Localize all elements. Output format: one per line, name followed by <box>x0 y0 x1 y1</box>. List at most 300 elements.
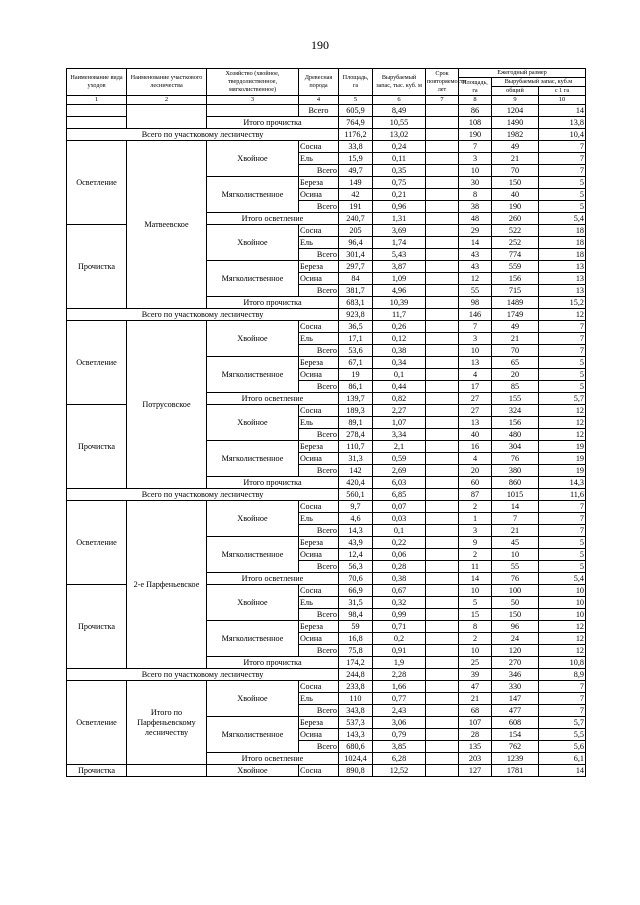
period-cell <box>426 669 459 681</box>
period-cell <box>426 489 459 501</box>
empty-cell <box>67 105 127 117</box>
period-cell <box>426 441 459 453</box>
stock-cell: 1,74 <box>373 237 426 249</box>
annual-total-cell: 120 <box>492 645 539 657</box>
forestry-total-label: Всего по участковому лесничеству <box>67 489 339 501</box>
species-cell: Всего <box>299 429 339 441</box>
area-cell: 191 <box>339 201 373 213</box>
table-row <box>67 681 586 693</box>
per-ha-cell: 7 <box>539 705 586 717</box>
per-ha-cell: 12 <box>539 645 586 657</box>
col-header-area: Площадь, га <box>459 78 492 96</box>
annual-total-cell: 76 <box>492 453 539 465</box>
period-cell <box>426 429 459 441</box>
table-row <box>67 141 586 153</box>
area-cell: 31,3 <box>339 453 373 465</box>
species-cell: Ель <box>299 417 339 429</box>
stock-cell: 2,27 <box>373 405 426 417</box>
forestry-cell: 2-е Парфеньевское <box>127 501 207 669</box>
area-cell: 98,4 <box>339 609 373 621</box>
forestry-cell <box>127 765 207 777</box>
stock-cell: 8,49 <box>373 105 426 117</box>
annual-area-cell: 43 <box>459 261 492 273</box>
period-cell <box>426 201 459 213</box>
stock-cell: 0,35 <box>373 165 426 177</box>
stock-cell: 6,03 <box>373 477 426 489</box>
per-ha-cell: 5,6 <box>539 741 586 753</box>
area-cell: 42 <box>339 189 373 201</box>
annual-area-cell: 108 <box>459 117 492 129</box>
annual-area-cell: 146 <box>459 309 492 321</box>
stock-cell: 0,75 <box>373 177 426 189</box>
per-ha-cell: 5,7 <box>539 393 586 405</box>
annual-total-cell: 45 <box>492 537 539 549</box>
area-cell: 84 <box>339 273 373 285</box>
species-cell: Сосна <box>299 225 339 237</box>
period-cell <box>426 309 459 321</box>
per-ha-cell: 12 <box>539 621 586 633</box>
period-cell <box>426 465 459 477</box>
period-cell <box>426 561 459 573</box>
period-cell <box>426 741 459 753</box>
economy-cell: Хвойное <box>207 501 299 537</box>
period-cell <box>426 189 459 201</box>
species-cell: Осина <box>299 549 339 561</box>
per-ha-cell: 12 <box>539 405 586 417</box>
area-cell: 33,8 <box>339 141 373 153</box>
annual-area-cell: 86 <box>459 105 492 117</box>
annual-total-cell: 50 <box>492 597 539 609</box>
area-cell: 15,9 <box>339 153 373 165</box>
per-ha-cell: 14,3 <box>539 477 586 489</box>
annual-total-cell: 330 <box>492 681 539 693</box>
annual-area-cell: 127 <box>459 765 492 777</box>
economy-cell: Хвойное <box>207 141 299 177</box>
annual-total-cell: 1982 <box>492 129 539 141</box>
per-ha-cell: 10 <box>539 597 586 609</box>
annual-area-cell: 135 <box>459 741 492 753</box>
annual-total-cell: 1239 <box>492 753 539 765</box>
period-cell <box>426 765 459 777</box>
stock-cell: 0,34 <box>373 357 426 369</box>
area-cell: 43,9 <box>339 537 373 549</box>
area-cell: 343,8 <box>339 705 373 717</box>
area-cell: 16,8 <box>339 633 373 645</box>
annual-area-cell: 48 <box>459 213 492 225</box>
care-type-cell: Прочистка <box>67 765 127 777</box>
annual-area-cell: 25 <box>459 657 492 669</box>
species-cell: Всего <box>299 201 339 213</box>
stock-cell: 3,87 <box>373 261 426 273</box>
annual-area-cell: 13 <box>459 357 492 369</box>
forestry-cell: Потрусовское <box>127 321 207 489</box>
annual-area-cell: 15 <box>459 609 492 621</box>
per-ha-cell: 18 <box>539 237 586 249</box>
per-ha-cell: 13,8 <box>539 117 586 129</box>
table-row <box>67 321 586 333</box>
per-ha-cell: 14 <box>539 105 586 117</box>
area-cell: 278,4 <box>339 429 373 441</box>
stock-cell: 0,22 <box>373 537 426 549</box>
species-cell: Береза <box>299 717 339 729</box>
per-ha-cell: 5,4 <box>539 573 586 585</box>
annual-total-cell: 324 <box>492 405 539 417</box>
page-number: 190 <box>311 38 329 52</box>
annual-total-cell: 774 <box>492 249 539 261</box>
species-cell: Береза <box>299 441 339 453</box>
period-cell <box>426 357 459 369</box>
area-cell: 59 <box>339 621 373 633</box>
care-type-cell: Осветление <box>67 321 127 405</box>
species-cell: Осина <box>299 633 339 645</box>
per-ha-cell: 5 <box>539 357 586 369</box>
forestry-total-label: Всего по участковому лесничеству <box>67 129 339 141</box>
area-cell: 890,8 <box>339 765 373 777</box>
period-cell <box>426 501 459 513</box>
annual-total-cell: 860 <box>492 477 539 489</box>
area-cell: 1024,4 <box>339 753 373 765</box>
table-row <box>67 765 586 777</box>
annual-area-cell: 8 <box>459 621 492 633</box>
stock-cell: 0,1 <box>373 369 426 381</box>
period-cell <box>426 393 459 405</box>
stock-cell: 0,82 <box>373 393 426 405</box>
care-type-cell: Прочистка <box>67 405 127 489</box>
area-cell: 233,8 <box>339 681 373 693</box>
period-cell <box>426 237 459 249</box>
annual-total-cell: 21 <box>492 153 539 165</box>
annual-area-cell: 20 <box>459 465 492 477</box>
per-ha-cell: 5 <box>539 177 586 189</box>
annual-total-cell: 522 <box>492 225 539 237</box>
per-ha-cell: 13 <box>539 285 586 297</box>
annual-total-cell: 346 <box>492 669 539 681</box>
per-ha-cell: 5,5 <box>539 729 586 741</box>
per-ha-cell: 12 <box>539 417 586 429</box>
area-cell: 683,1 <box>339 297 373 309</box>
period-cell <box>426 477 459 489</box>
stock-cell: 3,06 <box>373 717 426 729</box>
care-type-cell: Прочистка <box>67 225 127 309</box>
area-cell: 19 <box>339 369 373 381</box>
stock-cell: 2,28 <box>373 669 426 681</box>
stock-cell: 0,44 <box>373 381 426 393</box>
annual-total-cell: 49 <box>492 321 539 333</box>
stock-cell: 10,55 <box>373 117 426 129</box>
annual-total-cell: 70 <box>492 165 539 177</box>
area-cell: 189,3 <box>339 405 373 417</box>
annual-total-cell: 55 <box>492 561 539 573</box>
annual-total-cell: 270 <box>492 657 539 669</box>
period-cell <box>426 657 459 669</box>
subtotal-label: Итого прочистка <box>207 657 339 669</box>
economy-cell: Хвойное <box>207 681 299 717</box>
area-cell: 174,2 <box>339 657 373 669</box>
annual-total-cell: 70 <box>492 345 539 357</box>
species-cell: Ель <box>299 153 339 165</box>
species-cell: Всего <box>299 525 339 537</box>
annual-total-cell: 40 <box>492 189 539 201</box>
period-cell <box>426 417 459 429</box>
forestry-cell: Итого по Парфеньевскому лесничеству <box>127 681 207 765</box>
period-cell <box>426 585 459 597</box>
annual-total-cell: 14 <box>492 501 539 513</box>
period-cell <box>426 717 459 729</box>
area-cell: 560,1 <box>339 489 373 501</box>
economy-cell: Мягколиственное <box>207 441 299 477</box>
annual-area-cell: 68 <box>459 705 492 717</box>
annual-area-cell: 30 <box>459 177 492 189</box>
period-cell <box>426 537 459 549</box>
col-header-4: Древесная порода <box>299 69 339 96</box>
per-ha-cell: 5 <box>539 549 586 561</box>
header-row-1 <box>67 69 586 78</box>
area-cell: 89,1 <box>339 417 373 429</box>
economy-cell: Хвойное <box>207 405 299 441</box>
annual-area-cell: 55 <box>459 285 492 297</box>
annual-total-cell: 480 <box>492 429 539 441</box>
col-header-per-ha: с 1 га <box>539 87 586 96</box>
period-cell <box>426 681 459 693</box>
stock-cell: 0,07 <box>373 501 426 513</box>
area-cell: 36,5 <box>339 321 373 333</box>
period-cell <box>426 105 459 117</box>
per-ha-cell: 12 <box>539 633 586 645</box>
area-cell: 205 <box>339 225 373 237</box>
annual-area-cell: 203 <box>459 753 492 765</box>
economy-cell: Хвойное <box>207 765 299 777</box>
annual-area-cell: 12 <box>459 273 492 285</box>
area-cell: 240,7 <box>339 213 373 225</box>
stock-cell: 10,39 <box>373 297 426 309</box>
annual-total-cell: 20 <box>492 369 539 381</box>
annual-area-cell: 3 <box>459 153 492 165</box>
species-cell: Сосна <box>299 501 339 513</box>
annual-total-cell: 559 <box>492 261 539 273</box>
area-cell: 142 <box>339 465 373 477</box>
annual-total-cell: 1490 <box>492 117 539 129</box>
per-ha-cell: 8,9 <box>539 669 586 681</box>
per-ha-cell: 7 <box>539 333 586 345</box>
annual-area-cell: 2 <box>459 633 492 645</box>
period-cell <box>426 381 459 393</box>
economy-cell: Мягколиственное <box>207 537 299 573</box>
period-cell <box>426 129 459 141</box>
annual-total-cell: 1015 <box>492 489 539 501</box>
per-ha-cell: 5 <box>539 561 586 573</box>
per-ha-cell: 13 <box>539 273 586 285</box>
annual-total-cell: 147 <box>492 693 539 705</box>
annual-total-cell: 154 <box>492 729 539 741</box>
annual-area-cell: 10 <box>459 585 492 597</box>
annual-total-cell: 10 <box>492 549 539 561</box>
annual-total-cell: 76 <box>492 573 539 585</box>
forestry-total-label: Всего по участковому лесничеству <box>67 669 339 681</box>
per-ha-cell: 11,6 <box>539 489 586 501</box>
per-ha-cell: 5 <box>539 381 586 393</box>
species-cell: Всего <box>299 561 339 573</box>
per-ha-cell: 10 <box>539 609 586 621</box>
species-cell: Сосна <box>299 405 339 417</box>
per-ha-cell: 7 <box>539 681 586 693</box>
period-cell <box>426 165 459 177</box>
stock-cell: 6,28 <box>373 753 426 765</box>
annual-total-cell: 1781 <box>492 765 539 777</box>
area-cell: 75,8 <box>339 645 373 657</box>
economy-cell: Хвойное <box>207 321 299 357</box>
period-cell <box>426 597 459 609</box>
annual-total-cell: 156 <box>492 273 539 285</box>
area-cell: 53,6 <box>339 345 373 357</box>
species-cell: Всего <box>299 285 339 297</box>
empty-cell <box>207 105 299 117</box>
species-cell: Сосна <box>299 585 339 597</box>
area-cell: 56,3 <box>339 561 373 573</box>
empty-cell <box>67 117 127 129</box>
annual-area-cell: 2 <box>459 501 492 513</box>
area-cell: 12,4 <box>339 549 373 561</box>
annual-total-cell: 100 <box>492 585 539 597</box>
period-cell <box>426 249 459 261</box>
annual-area-cell: 4 <box>459 369 492 381</box>
table-row <box>67 105 586 117</box>
stock-cell: 0,1 <box>373 525 426 537</box>
species-cell: Всего <box>299 345 339 357</box>
species-cell: Сосна <box>299 321 339 333</box>
col-header-6: Вырубаемый запас, тыс. куб. м <box>373 69 426 96</box>
annual-area-cell: 87 <box>459 489 492 501</box>
row-label: Всего <box>299 105 339 117</box>
species-cell: Всего <box>299 465 339 477</box>
column-numbers-row: 1 2 3 4 5 6 7 8 9 10 <box>67 96 586 105</box>
stock-cell: 5,43 <box>373 249 426 261</box>
annual-total-cell: 155 <box>492 393 539 405</box>
area-cell: 31,5 <box>339 597 373 609</box>
economy-cell: Хвойное <box>207 585 299 621</box>
col-header-stock: Вырубаемый запас, куб.м <box>492 78 586 87</box>
subtotal-label: Итого осветление <box>207 753 339 765</box>
period-cell <box>426 453 459 465</box>
stock-cell: 0,59 <box>373 453 426 465</box>
annual-area-cell: 28 <box>459 729 492 741</box>
species-cell: Осина <box>299 189 339 201</box>
col-header-7: Срок повторяемости лет <box>426 69 459 96</box>
col-header-3: Хозяйство (хвойное, твердолиственное, мягколиственное) <box>207 69 299 96</box>
annual-area-cell: 190 <box>459 129 492 141</box>
stock-cell: 0,79 <box>373 729 426 741</box>
annual-area-cell: 14 <box>459 573 492 585</box>
species-cell: Береза <box>299 357 339 369</box>
area-cell: 86,1 <box>339 381 373 393</box>
stock-cell: 0,38 <box>373 345 426 357</box>
annual-area-cell: 27 <box>459 393 492 405</box>
species-cell: Ель <box>299 693 339 705</box>
area-cell: 14,3 <box>339 525 373 537</box>
species-cell: Осина <box>299 369 339 381</box>
annual-area-cell: 107 <box>459 717 492 729</box>
stock-cell: 4,96 <box>373 285 426 297</box>
annual-total-cell: 21 <box>492 333 539 345</box>
area-cell: 143,3 <box>339 729 373 741</box>
stock-cell: 0,32 <box>373 597 426 609</box>
stock-cell: 13,02 <box>373 129 426 141</box>
period-cell <box>426 213 459 225</box>
stock-cell: 11,7 <box>373 309 426 321</box>
period-cell <box>426 333 459 345</box>
per-ha-cell: 7 <box>539 321 586 333</box>
period-cell <box>426 525 459 537</box>
period-cell <box>426 177 459 189</box>
area-cell: 605,9 <box>339 105 373 117</box>
stock-cell: 3,85 <box>373 741 426 753</box>
per-ha-cell: 7 <box>539 165 586 177</box>
species-cell: Береза <box>299 621 339 633</box>
period-cell <box>426 633 459 645</box>
area-cell: 49,7 <box>339 165 373 177</box>
col-header-2: Наименование участкового лесничества <box>127 69 207 96</box>
table-body <box>67 105 586 777</box>
annual-area-cell: 17 <box>459 381 492 393</box>
stock-cell: 0,38 <box>373 573 426 585</box>
per-ha-cell: 7 <box>539 693 586 705</box>
per-ha-cell: 18 <box>539 225 586 237</box>
col-header-1: Наименование вида уходов <box>67 69 127 96</box>
per-ha-cell: 14 <box>539 765 586 777</box>
area-cell: 139,7 <box>339 393 373 405</box>
per-ha-cell: 7 <box>539 153 586 165</box>
species-cell: Ель <box>299 513 339 525</box>
species-cell: Береза <box>299 177 339 189</box>
subtotal-label: Итого осветление <box>207 573 339 585</box>
annual-area-cell: 10 <box>459 165 492 177</box>
care-type-cell: Прочистка <box>67 585 127 669</box>
period-cell <box>426 405 459 417</box>
annual-total-cell: 96 <box>492 621 539 633</box>
period-cell <box>426 117 459 129</box>
area-cell: 9,7 <box>339 501 373 513</box>
annual-area-cell: 40 <box>459 429 492 441</box>
stock-cell: 2,1 <box>373 441 426 453</box>
table-row <box>67 501 586 513</box>
species-cell: Всего <box>299 165 339 177</box>
stock-cell: 0,06 <box>373 549 426 561</box>
annual-area-cell: 60 <box>459 477 492 489</box>
species-cell: Ель <box>299 237 339 249</box>
per-ha-cell: 5,4 <box>539 213 586 225</box>
col-header-annual: Ежегодный размер <box>459 69 586 78</box>
annual-total-cell: 7 <box>492 513 539 525</box>
subtotal-label: Итого прочистка <box>207 297 339 309</box>
annual-total-cell: 1489 <box>492 297 539 309</box>
annual-area-cell: 43 <box>459 249 492 261</box>
stock-cell: 0,67 <box>373 585 426 597</box>
annual-total-cell: 150 <box>492 177 539 189</box>
forest-care-table <box>66 68 586 777</box>
period-cell <box>426 549 459 561</box>
subtotal-label: Итого осветление <box>207 393 339 405</box>
stock-cell: 0,91 <box>373 645 426 657</box>
per-ha-cell: 5 <box>539 189 586 201</box>
stock-cell: 0,24 <box>373 141 426 153</box>
area-cell: 297,7 <box>339 261 373 273</box>
area-cell: 149 <box>339 177 373 189</box>
species-cell: Береза <box>299 261 339 273</box>
per-ha-cell: 19 <box>539 453 586 465</box>
stock-cell: 0,96 <box>373 201 426 213</box>
area-cell: 381,7 <box>339 285 373 297</box>
stock-cell: 0,12 <box>373 333 426 345</box>
annual-area-cell: 21 <box>459 693 492 705</box>
